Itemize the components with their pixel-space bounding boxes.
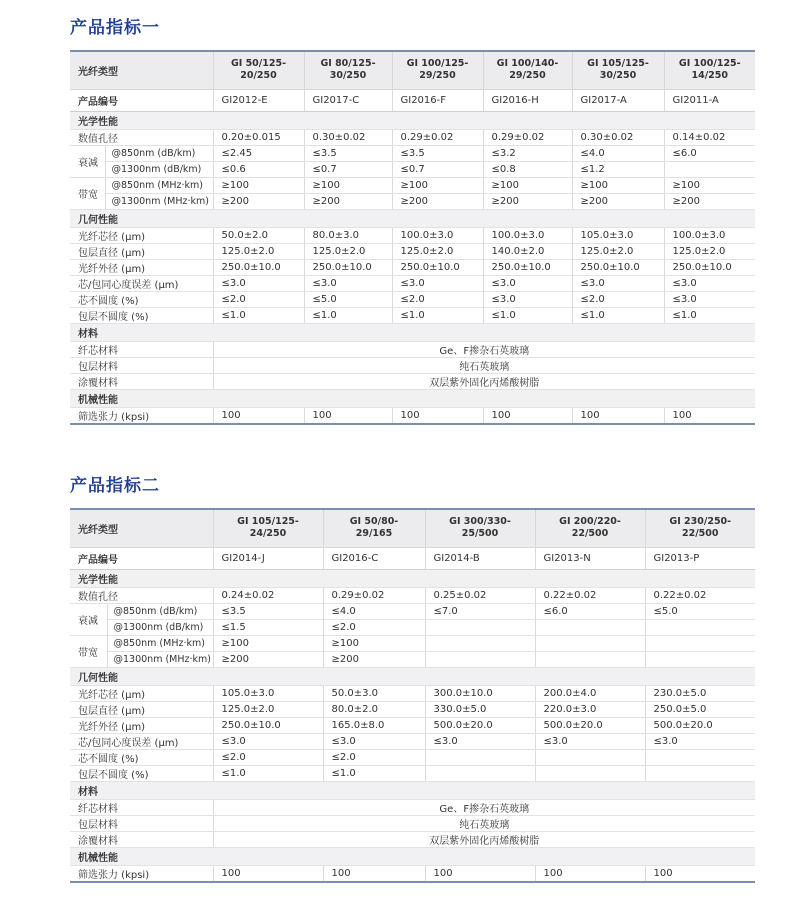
row-label: 纤芯材料	[70, 341, 213, 357]
value-cell: 200.0±4.0	[535, 685, 645, 701]
row-label: 光纤芯径 (μm)	[70, 227, 213, 243]
value-cell: 100.0±3.0	[664, 227, 755, 243]
value-cell: 0.14±0.02	[664, 129, 755, 145]
value-cell	[664, 161, 755, 177]
value-cell: 250.0±10.0	[213, 259, 304, 275]
table-row	[70, 275, 755, 291]
value-cell	[535, 619, 645, 635]
value-cell: ≤5.0	[304, 291, 392, 307]
value-cell: 100	[483, 407, 572, 424]
value-cell: ≤3.5	[392, 145, 483, 161]
value-cell	[425, 635, 535, 651]
value-cell: 0.24±0.02	[213, 587, 323, 603]
code-cell: GI2016-H	[483, 89, 572, 111]
table-row	[70, 291, 755, 307]
row-label: 涂覆材料	[70, 373, 213, 389]
sub-label: @850nm (dB/km)	[105, 145, 213, 161]
value-cell: ≤3.0	[392, 275, 483, 291]
value-cell: 0.22±0.02	[645, 587, 755, 603]
value-cell: 300.0±10.0	[425, 685, 535, 701]
value-cell: 0.29±0.02	[323, 587, 425, 603]
value-cell: ≥200	[392, 193, 483, 209]
table-row	[70, 145, 755, 161]
value-cell	[645, 765, 755, 781]
row-label: 包层直径 (μm)	[70, 701, 213, 717]
code-cell: GI2013-N	[535, 547, 645, 569]
category-row-mechanical	[70, 847, 755, 865]
category-label: 机械性能	[70, 847, 755, 865]
row-label: 包层材料	[70, 357, 213, 373]
table-row	[70, 407, 755, 424]
value-cell	[535, 749, 645, 765]
value-cell: ≤3.0	[425, 733, 535, 749]
value-cell	[645, 635, 755, 651]
header-row	[70, 51, 755, 89]
table-row	[70, 161, 755, 177]
value-cell: ≥200	[213, 193, 304, 209]
value-cell: ≤2.0	[213, 749, 323, 765]
value-cell: 双层紫外固化丙烯酸树脂	[213, 831, 755, 847]
value-cell: ≤3.0	[323, 733, 425, 749]
table-row	[70, 733, 755, 749]
table-row	[70, 307, 755, 323]
value-cell: 0.30±0.02	[304, 129, 392, 145]
value-cell: 250.0±10.0	[572, 259, 664, 275]
category-row-optical	[70, 569, 755, 587]
value-cell: 双层紫外固化丙烯酸树脂	[213, 373, 755, 389]
table-row	[70, 717, 755, 733]
value-cell: ≤1.0	[483, 307, 572, 323]
model-cell: GI 100/125- 29/250	[392, 51, 483, 89]
value-cell: Ge、F掺杂石英玻璃	[213, 799, 755, 815]
row-label: 芯不圆度 (%)	[70, 291, 213, 307]
value-cell: ≤0.7	[392, 161, 483, 177]
row-label: 包层材料	[70, 815, 213, 831]
table-row	[70, 129, 755, 145]
value-cell: 250.0±5.0	[645, 701, 755, 717]
row-label: 产品编号	[70, 547, 213, 569]
category-label: 几何性能	[70, 667, 755, 685]
value-cell: ≤1.0	[304, 307, 392, 323]
value-cell: 100	[213, 407, 304, 424]
value-cell: ≤5.0	[645, 603, 755, 619]
value-cell: 140.0±2.0	[483, 243, 572, 259]
value-cell: 125.0±2.0	[213, 701, 323, 717]
category-row-geometry	[70, 667, 755, 685]
table-row	[70, 815, 755, 831]
value-cell: ≤1.0	[213, 307, 304, 323]
model-cell: GI 105/125- 30/250	[572, 51, 664, 89]
row-label: 包层不圆度 (%)	[70, 307, 213, 323]
sub-label: @850nm (MHz·km)	[107, 635, 213, 651]
row-label: 筛选张力 (kpsi)	[70, 407, 213, 424]
value-cell: ≤3.0	[213, 733, 323, 749]
value-cell: 125.0±2.0	[664, 243, 755, 259]
table-row	[70, 193, 755, 209]
group-label: 衰减	[70, 145, 105, 177]
value-cell: 0.29±0.02	[392, 129, 483, 145]
model-cell: GI 230/250- 22/500	[645, 509, 755, 547]
code-cell: GI2014-B	[425, 547, 535, 569]
table-row	[70, 651, 755, 667]
group-label: 带宽	[70, 177, 105, 209]
value-cell: ≤1.0	[572, 307, 664, 323]
value-cell: 105.0±3.0	[213, 685, 323, 701]
value-cell: ≥100	[323, 635, 425, 651]
value-cell: ≤3.0	[664, 275, 755, 291]
value-cell: ≥100	[572, 177, 664, 193]
value-cell: ≤1.2	[572, 161, 664, 177]
group-label: 衰减	[70, 603, 107, 635]
category-label: 材料	[70, 323, 755, 341]
value-cell: 100	[572, 407, 664, 424]
value-cell: ≤3.5	[213, 603, 323, 619]
table-row	[70, 685, 755, 701]
sub-label: @1300nm (MHz·km)	[105, 193, 213, 209]
row-label: 光纤外径 (μm)	[70, 717, 213, 733]
model-cell: GI 100/125- 14/250	[664, 51, 755, 89]
value-cell: ≤3.0	[664, 291, 755, 307]
row-label: 芯不圆度 (%)	[70, 749, 213, 765]
value-cell: ≤2.0	[323, 749, 425, 765]
table-row	[70, 357, 755, 373]
code-cell: GI2017-A	[572, 89, 664, 111]
value-cell: 100	[304, 407, 392, 424]
code-cell: GI2016-F	[392, 89, 483, 111]
model-cell: GI 200/220- 22/500	[535, 509, 645, 547]
category-row-optical	[70, 111, 755, 129]
value-cell: 105.0±3.0	[572, 227, 664, 243]
code-cell: GI2014-J	[213, 547, 323, 569]
value-cell: 125.0±2.0	[572, 243, 664, 259]
value-cell: 0.29±0.02	[483, 129, 572, 145]
value-cell: ≥100	[213, 177, 304, 193]
value-cell	[425, 749, 535, 765]
table-row	[70, 635, 755, 651]
section-title-1: 产品指标一	[70, 18, 160, 38]
value-cell: ≤0.8	[483, 161, 572, 177]
fiber-type-label: 光纤类型	[70, 51, 213, 89]
table-row	[70, 603, 755, 619]
value-cell: ≤2.0	[323, 619, 425, 635]
table-row	[70, 799, 755, 815]
value-cell: ≤0.7	[304, 161, 392, 177]
value-cell: 100	[535, 865, 645, 882]
value-cell: 500.0±20.0	[535, 717, 645, 733]
value-cell: 100	[425, 865, 535, 882]
sub-label: @1300nm (MHz·km)	[107, 651, 213, 667]
value-cell: 100	[323, 865, 425, 882]
value-cell: 80.0±2.0	[323, 701, 425, 717]
row-label: 包层不圆度 (%)	[70, 765, 213, 781]
value-cell: ≤2.0	[572, 291, 664, 307]
value-cell: ≥100	[304, 177, 392, 193]
value-cell: ≤3.5	[304, 145, 392, 161]
row-label: 光纤外径 (μm)	[70, 259, 213, 275]
value-cell: ≤6.0	[664, 145, 755, 161]
row-label: 数值孔径	[70, 129, 213, 145]
table-row	[70, 373, 755, 389]
value-cell: ≤3.0	[304, 275, 392, 291]
sub-label: @850nm (dB/km)	[107, 603, 213, 619]
value-cell: ≥100	[664, 177, 755, 193]
value-cell: ≤3.0	[645, 733, 755, 749]
value-cell: ≥200	[572, 193, 664, 209]
value-cell: 250.0±10.0	[664, 259, 755, 275]
value-cell	[535, 651, 645, 667]
sub-label: @1300nm (dB/km)	[107, 619, 213, 635]
value-cell: ≤3.0	[535, 733, 645, 749]
table-row	[70, 831, 755, 847]
category-row-geometry	[70, 209, 755, 227]
value-cell: 100.0±3.0	[392, 227, 483, 243]
value-cell: 125.0±2.0	[392, 243, 483, 259]
section-title-2: 产品指标二	[70, 476, 160, 496]
group-label: 带宽	[70, 635, 107, 667]
value-cell	[645, 651, 755, 667]
product-code-row	[70, 89, 755, 111]
value-cell: ≥200	[483, 193, 572, 209]
header-row	[70, 509, 755, 547]
value-cell	[425, 651, 535, 667]
value-cell: 纯石英玻璃	[213, 357, 755, 373]
sub-label: @1300nm (dB/km)	[105, 161, 213, 177]
value-cell: ≤3.0	[572, 275, 664, 291]
value-cell: ≤2.0	[213, 291, 304, 307]
category-row-material	[70, 781, 755, 799]
value-cell: 220.0±3.0	[535, 701, 645, 717]
model-cell: GI 300/330- 25/500	[425, 509, 535, 547]
row-label: 涂覆材料	[70, 831, 213, 847]
value-cell: 330.0±5.0	[425, 701, 535, 717]
value-cell	[535, 635, 645, 651]
value-cell: 500.0±20.0	[645, 717, 755, 733]
spec-table-2	[70, 508, 755, 883]
category-label: 光学性能	[70, 569, 755, 587]
fiber-type-label: 光纤类型	[70, 509, 213, 547]
table-row	[70, 341, 755, 357]
value-cell: ≤1.0	[664, 307, 755, 323]
value-cell: ≤4.0	[572, 145, 664, 161]
spec-table-1	[70, 50, 755, 425]
product-code-row	[70, 547, 755, 569]
value-cell: 50.0±2.0	[213, 227, 304, 243]
table-row	[70, 765, 755, 781]
value-cell: 125.0±2.0	[304, 243, 392, 259]
value-cell: 0.30±0.02	[572, 129, 664, 145]
value-cell: 125.0±2.0	[213, 243, 304, 259]
value-cell: 0.25±0.02	[425, 587, 535, 603]
model-cell: GI 50/80- 29/165	[323, 509, 425, 547]
table-row	[70, 749, 755, 765]
value-cell: 0.22±0.02	[535, 587, 645, 603]
table-row	[70, 619, 755, 635]
value-cell: 500.0±20.0	[425, 717, 535, 733]
value-cell: ≤1.0	[323, 765, 425, 781]
row-label: 包层直径 (μm)	[70, 243, 213, 259]
value-cell	[645, 749, 755, 765]
code-cell: GI2013-P	[645, 547, 755, 569]
value-cell: ≤3.0	[483, 275, 572, 291]
category-label: 机械性能	[70, 389, 755, 407]
sub-label: @850nm (MHz·km)	[105, 177, 213, 193]
value-cell: 纯石英玻璃	[213, 815, 755, 831]
value-cell: 250.0±10.0	[392, 259, 483, 275]
row-label: 产品编号	[70, 89, 213, 111]
value-cell: ≥100	[392, 177, 483, 193]
table-row	[70, 701, 755, 717]
model-cell: GI 100/140- 29/250	[483, 51, 572, 89]
value-cell	[425, 765, 535, 781]
value-cell: 250.0±10.0	[213, 717, 323, 733]
value-cell	[645, 619, 755, 635]
value-cell: ≤4.0	[323, 603, 425, 619]
value-cell: 230.0±5.0	[645, 685, 755, 701]
code-cell: GI2017-C	[304, 89, 392, 111]
value-cell: ≤6.0	[535, 603, 645, 619]
value-cell: 50.0±3.0	[323, 685, 425, 701]
value-cell: ≥100	[483, 177, 572, 193]
value-cell: ≤2.0	[392, 291, 483, 307]
value-cell: ≤3.2	[483, 145, 572, 161]
value-cell: 165.0±8.0	[323, 717, 425, 733]
model-cell: GI 50/125- 20/250	[213, 51, 304, 89]
row-label: 芯/包同心度误差 (μm)	[70, 275, 213, 291]
category-label: 材料	[70, 781, 755, 799]
code-cell: GI2011-A	[664, 89, 755, 111]
value-cell: ≥200	[213, 651, 323, 667]
value-cell: ≤2.45	[213, 145, 304, 161]
table-row	[70, 259, 755, 275]
table-row	[70, 243, 755, 259]
value-cell: 100	[213, 865, 323, 882]
category-row-mechanical	[70, 389, 755, 407]
row-label: 筛选张力 (kpsi)	[70, 865, 213, 882]
category-label: 光学性能	[70, 111, 755, 129]
value-cell: ≤0.6	[213, 161, 304, 177]
code-cell: GI2016-C	[323, 547, 425, 569]
row-label: 纤芯材料	[70, 799, 213, 815]
value-cell: 0.20±0.015	[213, 129, 304, 145]
value-cell: ≤1.0	[213, 765, 323, 781]
model-cell: GI 80/125- 30/250	[304, 51, 392, 89]
value-cell	[425, 619, 535, 635]
value-cell: 80.0±3.0	[304, 227, 392, 243]
value-cell: ≥200	[664, 193, 755, 209]
table-row	[70, 865, 755, 882]
value-cell: Ge、F掺杂石英玻璃	[213, 341, 755, 357]
table-row	[70, 587, 755, 603]
row-label: 光纤芯径 (μm)	[70, 685, 213, 701]
value-cell: 100	[645, 865, 755, 882]
row-label: 芯/包同心度误差 (μm)	[70, 733, 213, 749]
value-cell: ≤7.0	[425, 603, 535, 619]
value-cell: ≤3.0	[213, 275, 304, 291]
value-cell: 100	[664, 407, 755, 424]
value-cell: ≥100	[213, 635, 323, 651]
value-cell: ≤3.0	[483, 291, 572, 307]
row-label: 数值孔径	[70, 587, 213, 603]
value-cell: ≤1.5	[213, 619, 323, 635]
category-label: 几何性能	[70, 209, 755, 227]
value-cell: ≥200	[323, 651, 425, 667]
value-cell: 100.0±3.0	[483, 227, 572, 243]
value-cell: ≤1.0	[392, 307, 483, 323]
value-cell	[535, 765, 645, 781]
code-cell: GI2012-E	[213, 89, 304, 111]
category-row-material	[70, 323, 755, 341]
table-row	[70, 227, 755, 243]
table-row	[70, 177, 755, 193]
model-cell: GI 105/125- 24/250	[213, 509, 323, 547]
value-cell: 250.0±10.0	[304, 259, 392, 275]
value-cell: 250.0±10.0	[483, 259, 572, 275]
value-cell: 100	[392, 407, 483, 424]
value-cell: ≥200	[304, 193, 392, 209]
